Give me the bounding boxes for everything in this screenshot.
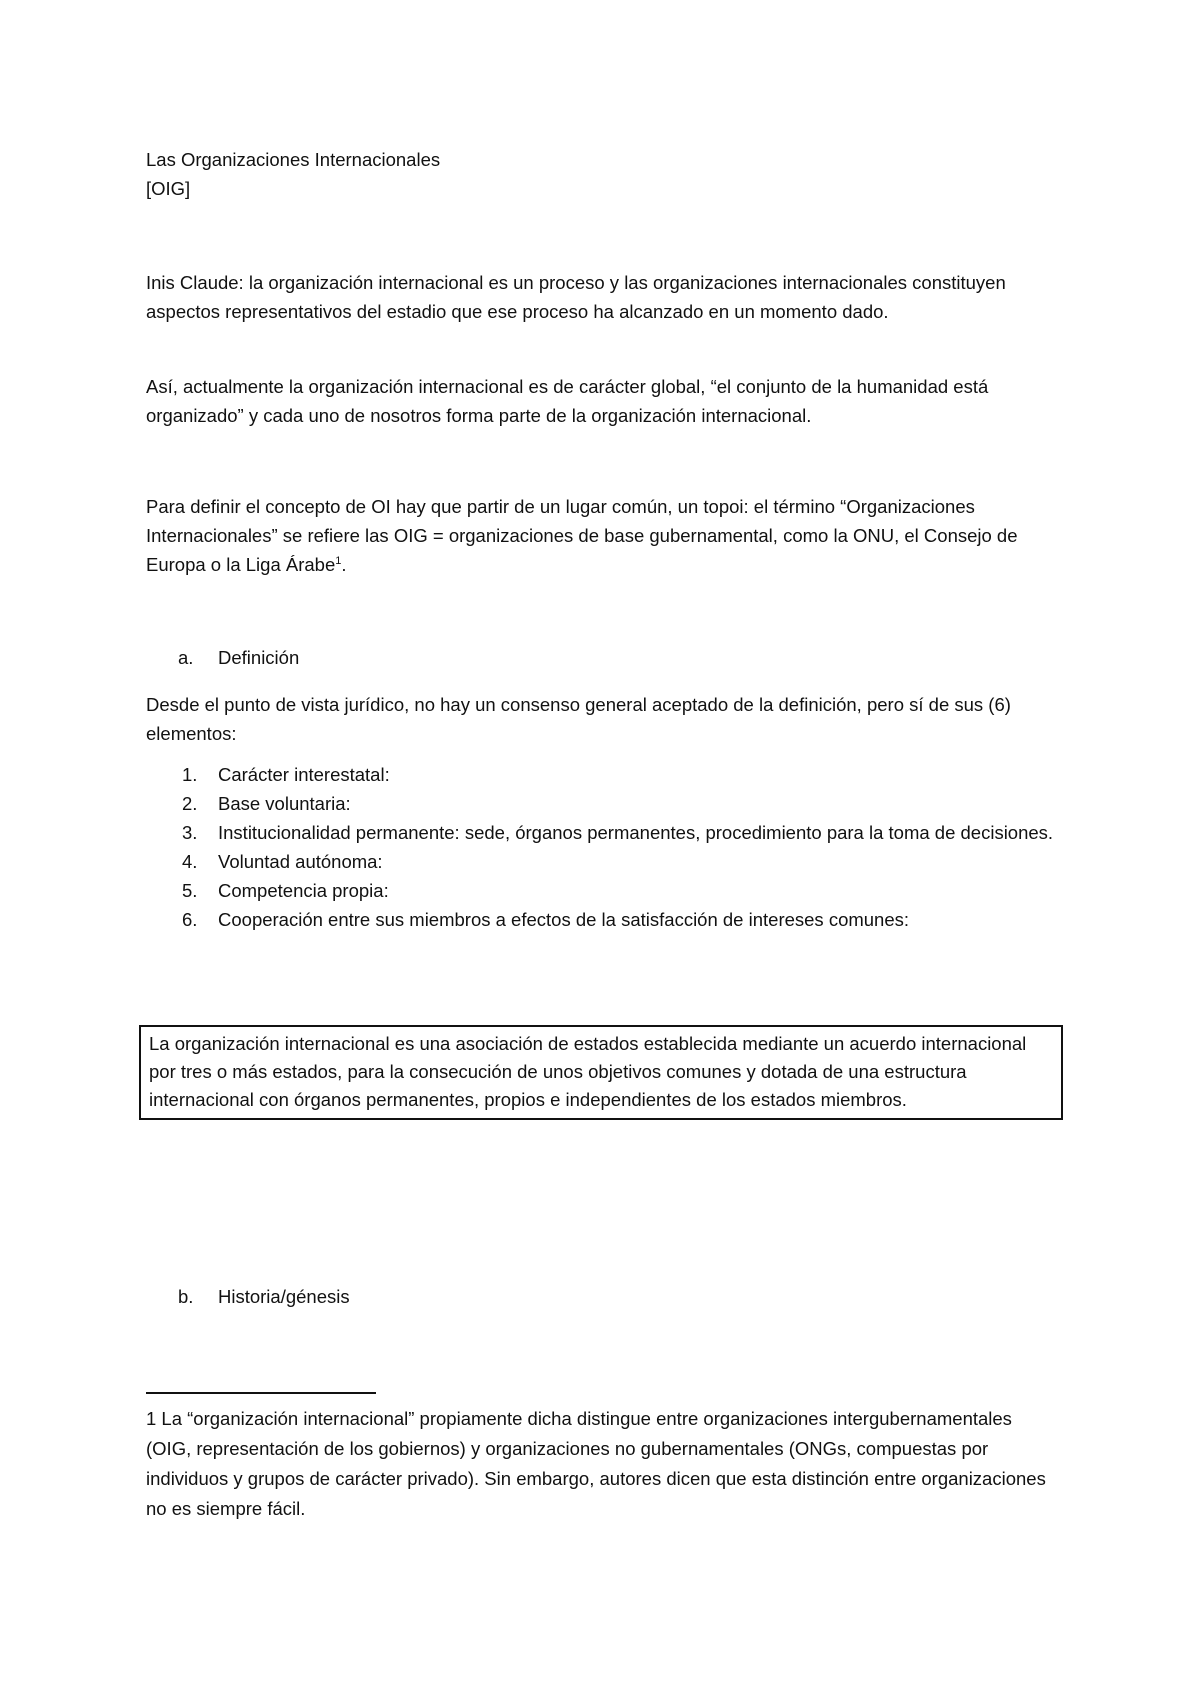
list-number: 1. bbox=[182, 764, 198, 785]
paragraph-desde: Desde el punto de vista jurídico, no hay un consenso general aceptado de la definición, pero sí de sus (6) elementos: bbox=[146, 694, 1011, 744]
section-marker: b. bbox=[178, 1286, 194, 1307]
paragraph-definir-end: . bbox=[341, 554, 347, 575]
footnote: 1 La “organización internacional” propiamente dicha distingue entre organizaciones intergubernamentales (OIG, representación de los gobiernos) y organizaciones no gubernamentales (ONGs, compuestas por individuos y grupos de carácter privado). Sin embargo, autores dicen que esta distinción entre organizaciones no es siempre fácil. bbox=[146, 1408, 1046, 1519]
list-text: Competencia propia: bbox=[218, 880, 389, 901]
list-item bbox=[146, 760, 1066, 789]
list-number: 3. bbox=[182, 822, 198, 843]
definition-box: La organización internacional es una asociación de estados establecida mediante un acuerdo internacional por tres o más estados, para la consecución de unos objetivos comunes y dotada de una estructura internacional con órganos permanentes, propios e independientes de los estados miembros. bbox=[139, 1025, 1063, 1120]
paragraph-claude: Inis Claude: la organización internacional es un proceso y las organizaciones internacionales constituyen aspectos representativos del estadio que ese proceso ha alcanzado en un momento dado. bbox=[146, 272, 1006, 322]
footnote-reference[interactable]: 1 bbox=[335, 554, 342, 567]
section-heading-historia bbox=[178, 1282, 350, 1311]
list-text: Voluntad autónoma: bbox=[218, 851, 383, 872]
paragraph-definir bbox=[146, 492, 1066, 579]
paragraph-definir-text: Para definir el concepto de OI hay que partir de un lugar común, un topoi: el término “Organizaciones Internacionales” se refiere las OIG = organizaciones de base gubernamental, como la ONU, el Consejo de Europa o la Liga Árabe bbox=[146, 496, 1018, 575]
list-text: Base voluntaria: bbox=[218, 793, 351, 814]
section-marker: a. bbox=[178, 647, 194, 668]
section-label: Historia/génesis bbox=[218, 1286, 350, 1307]
list-text: Cooperación entre sus miembros a efectos de la satisfacción de intereses comunes: bbox=[218, 909, 910, 930]
list-item bbox=[146, 905, 1066, 934]
list-number: 4. bbox=[182, 851, 198, 872]
paragraph-asi: Así, actualmente la organización internacional es de carácter global, “el conjunto de la humanidad está organizado” y cada uno de nosotros forma parte de la organización internacional. bbox=[146, 376, 989, 426]
elements-list bbox=[146, 760, 1066, 934]
footnote-divider bbox=[146, 1392, 376, 1394]
list-item bbox=[146, 847, 1066, 876]
list-item bbox=[146, 876, 1066, 905]
list-number: 6. bbox=[182, 909, 198, 930]
title-line-2: [OIG] bbox=[146, 178, 191, 199]
list-text: Carácter interestatal: bbox=[218, 764, 390, 785]
section-heading-definicion bbox=[178, 643, 299, 672]
list-item bbox=[146, 818, 1066, 847]
list-item bbox=[146, 789, 1066, 818]
list-number: 2. bbox=[182, 793, 198, 814]
document-title bbox=[146, 145, 440, 203]
title-line-1: Las Organizaciones Internacionales bbox=[146, 149, 441, 170]
section-label: Definición bbox=[218, 647, 300, 668]
list-text: Institucionalidad permanente: sede, órganos permanentes, procedimiento para la toma de decisiones. bbox=[218, 822, 1054, 843]
list-number: 5. bbox=[182, 880, 198, 901]
